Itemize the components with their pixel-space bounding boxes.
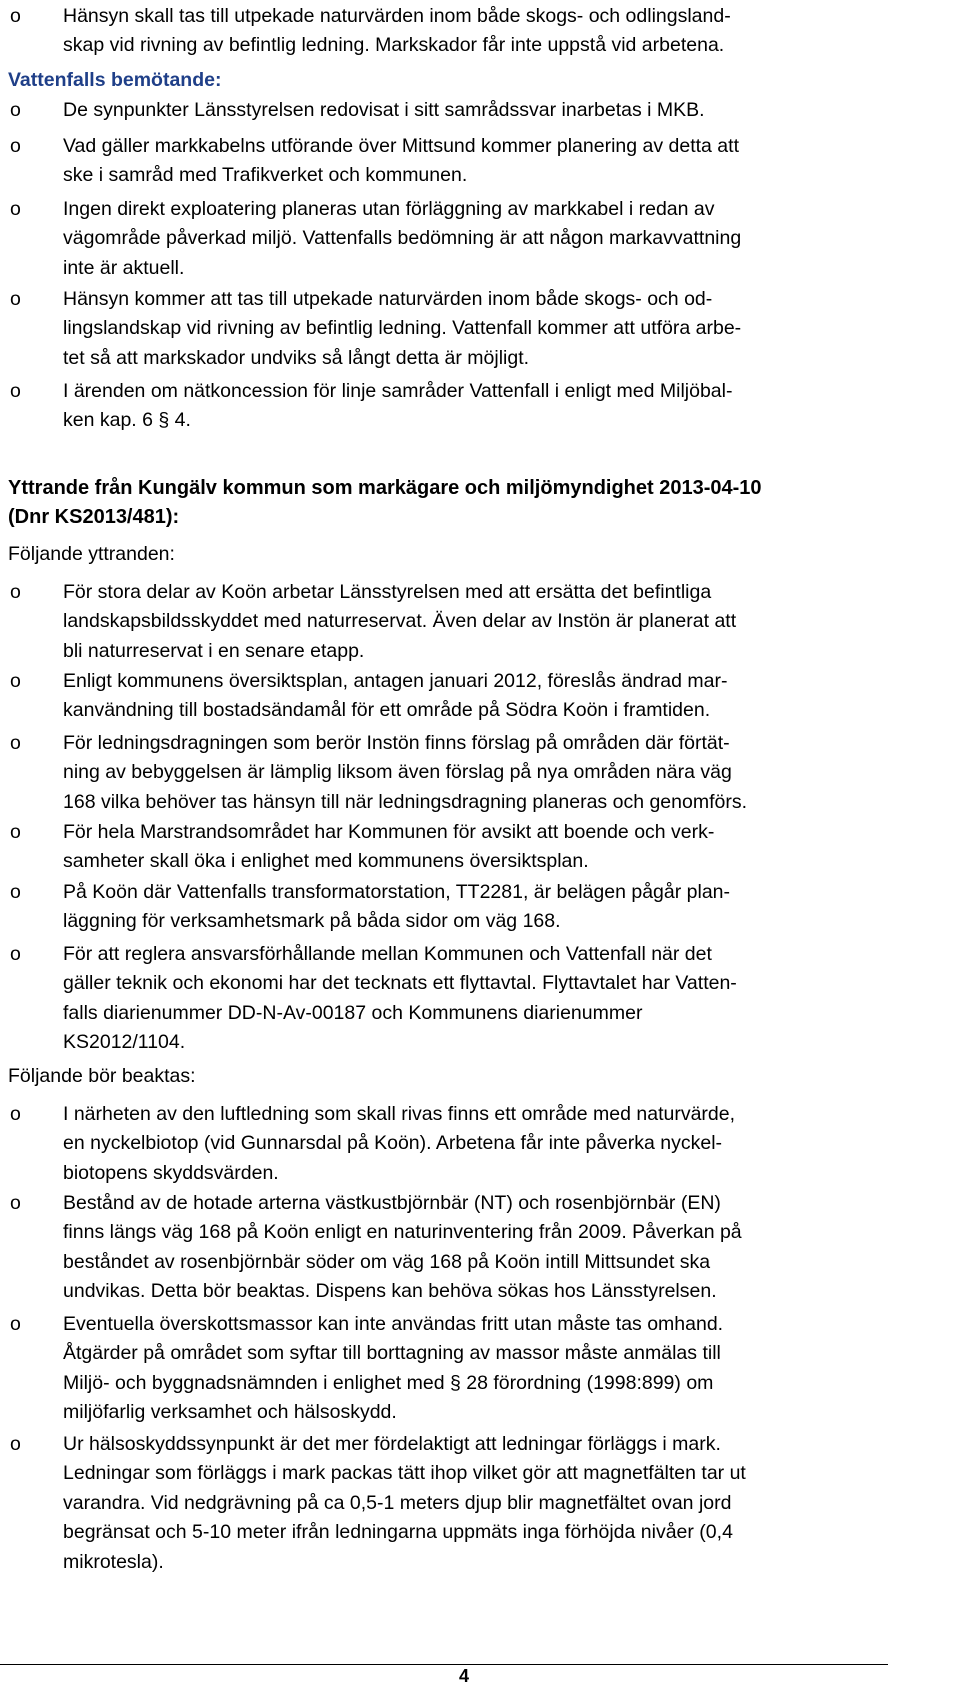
list-item: o För stora delar av Koön arbetar Länsstyrelsen med att ersätta det befintliga landskapsbildsskyddet med naturreservat. Även delar av Instön är planerat att bli naturreservat i en senare etapp. (10, 581, 737, 662)
section-heading-kungalv: Yttrande från Kungälv kommun som markägare och miljömyndighet 2013-04-10 (Dnr KS2013/481): (8, 477, 762, 529)
list-item: o För ledningsdragningen som berör Instön finns förslag på områden där förtät- ning av bebyggelsen är lämplig liksom även förslag på nya områden nära väg 168 vilka behöver tas hänsyn till när ledningsdragning planeras och genomförs. (10, 732, 748, 813)
list-item: o De synpunkter Länsstyrelsen redovisat i sitt samrådssvar inarbetas i MKB. (10, 99, 705, 121)
consider-intro: Följande bör beaktas: (8, 1065, 196, 1087)
page-number: 4 (459, 1666, 470, 1686)
list-item (0, 2, 888, 61)
list-item: o För att reglera ansvarsförhållande mellan Kommunen och Vattenfall när det gäller teknik och ekonomi har det tecknats ett flyttavtal. Flyttavtalet har Vatten- falls diarienummer DD-N-Av-00187 och Kommunens diarienummer KS2012/1104. (10, 943, 737, 1054)
footer-divider (0, 1664, 888, 1665)
list-item: o Hänsyn kommer att tas till utpekade naturvärden inom både skogs- och od- lingslandskap vid rivning av befintlig ledning. Vattenfall kommer att utföra arbe- tet så att markskador undviks så långt detta är möjligt. (10, 288, 742, 369)
list-item: o I ärenden om nätkoncession för linje samråder Vattenfall i enligt med Miljöbal- ken kap. 6 § 4. (10, 380, 733, 432)
section-heading-vattenfall: Vattenfalls bemötande: (8, 69, 222, 91)
list-item: o För hela Marstrandsområdet har Kommunen för avsikt att boende och verk- samheter skall öka i enlighet med kommunens översiktsplan. (10, 821, 715, 873)
list-item: o Vad gäller markkabelns utförande över Mittsund kommer planering av detta att ske i samråd med Trafikverket och kommunen. (10, 135, 739, 187)
list-item: o Ur hälsoskyddssynpunkt är det mer fördelaktigt att ledningar förläggs i mark. Ledningar som förläggs i mark packas tätt ihop vilket gör att magnetfälten tar ut varandra. Vid nedgrävning på ca 0,5-1 meters djup blir magnetfältet ovan jord begränsat och 5-10 meter ifrån ledningarna uppmäts inga förhöjda nivåer (0,4 mikrotesla). (10, 1433, 746, 1573)
list-item: o Ingen direkt exploatering planeras utan förläggning av markkabel i redan av vägområde påverkad miljö. Vattenfalls bedömning är att någon markavvattning inte är aktuell. (10, 198, 742, 279)
list-item-text: Hänsyn skall tas till utpekade naturvärden inom både skogs- och odlingsland- skap vid rivning av befintlig ledning. Markskador får inte uppstå vid arbetena. (63, 5, 731, 57)
list-item: o Bestånd av de hotade arterna västkustbjörnbär (NT) och rosenbjörnbär (EN) finns längs väg 168 på Koön enligt en naturinventering från 2009. Påverkan på beståndet av rosenbjörnbär söder om väg 168 på Koön intill Mittsundet ska undvikas. Detta bör beaktas. Dispens kan behöva sökas hos Länsstyrelsen. (10, 1192, 742, 1303)
bullet-marker: o (10, 5, 21, 27)
list-item: o Enligt kommunens översiktsplan, antagen januari 2012, föreslås ändrad mar- kanvändning till bostadsändamål för ett område på Södra Koön i framtiden. (10, 670, 728, 722)
list-item: o I närheten av den luftledning som skall rivas finns ett område med naturvärde, en nyckelbiotop (vid Gunnarsdal på Koön). Arbetena får inte påverka nyckel- biotopens skyddsvärden. (10, 1103, 736, 1184)
list-item: o Eventuella överskottsmassor kan inte användas fritt utan måste tas omhand. Åtgärder på området som syftar till borttagning av massor måste anmälas till Miljö- och byggnadsnämnden i enlighet med § 28 förordning (1998:899) om miljöfarlig verksamhet och hälsoskydd. (10, 1313, 724, 1424)
intro-paragraph: Följande yttranden: (8, 543, 175, 565)
list-item: o På Koön där Vattenfalls transformatorstation, TT2281, är belägen pågår plan- läggning för verksamhetsmark på båda sidor om väg 168. (10, 881, 731, 933)
